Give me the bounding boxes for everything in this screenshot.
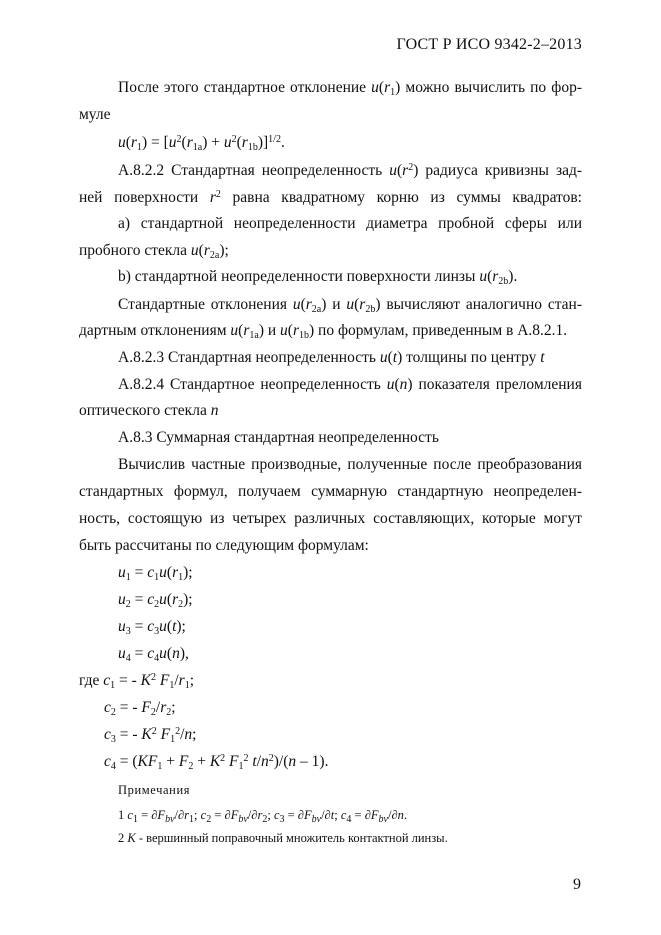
section-a824-text: А.8.2.4 Стандартное неопределенность	[118, 376, 381, 393]
formula-u2: $u_2 = c_2u(r_2)$;	[118, 591, 193, 610]
intro-text-tail: можно вычислить по фор-	[405, 79, 582, 96]
section-a824-line-2: оптического стекла n	[79, 402, 219, 419]
combined-line-1: Вычислив частные производные, полученные после преобразования	[118, 456, 582, 473]
std-dev-text-c: вычисляют аналогично стан-	[386, 296, 583, 313]
formula-c3: $c_3$ = - $K^2$ $F_1^2/n$;	[104, 726, 197, 745]
formula-u1: $u_1 = c_1u(r_1)$;	[118, 564, 193, 583]
note-1: 1 $c_1 = \partial F_{bv}/\partial r_1$; $c_2 = \partial F_{bv}/\partial r_2$; $c_3 = \partial F_{bv}/\partial t$; $c_4 = \partial F_{bv}/\partial n$.	[118, 808, 407, 825]
formula-u3: $u_3 = c_3u(t)$;	[118, 618, 186, 637]
std-dev-text-f: по формулам, приведенным в А.8.2.1.	[318, 322, 568, 339]
item-a-text: пробного стекла	[79, 242, 188, 259]
combined-line-4: быть рассчитаны по следующим формулам:	[79, 537, 369, 554]
section-a83-title: А.8.3 Суммарная стандартная неопределенность	[118, 429, 439, 446]
std-dev-text-a: Стандартные отклонения	[118, 296, 287, 313]
section-a824-text-2: оптического стекла	[79, 402, 207, 419]
document-header: ГОСТ Р ИСО 9342-2–2013	[396, 36, 582, 53]
item-b-line: b) стандартной неопределенности поверхности линзы $u(r_{2b})$.	[118, 268, 518, 287]
page-number: 9	[573, 876, 581, 893]
intro-line-1: После этого стандартное отклонение $u(r_1)$ можно вычислить по фор-	[118, 79, 582, 98]
intro-line-2: муле	[79, 106, 111, 123]
section-a823: А.8.2.3 Стандартная неопределенность u(t) толщины по центру t	[118, 349, 545, 366]
item-a-line-2: пробного стекла $u(r_{2a})$;	[79, 242, 229, 261]
combined-line-3: ность, состоящую из четырех различных составляющих, которые могут	[79, 510, 582, 527]
item-b-text: b) стандартной неопределенности поверхности линзы	[118, 268, 476, 285]
std-dev-line-2: дартным отклонениям $u(r_{1a})$ и $u(r_{1b})$ по формулам, приведенным в А.8.2.1.	[79, 322, 568, 341]
formula-u4: $u_4 = c_4u(n)$,	[118, 645, 189, 664]
formula-c2: $c_2$ = - $F_2/r_2$;	[104, 699, 176, 718]
section-a823-text: А.8.2.3 Стандартная неопределенность	[118, 349, 376, 366]
section-a824-tail: показателя преломления	[418, 376, 582, 393]
item-a-line-1: а) стандартной неопределенности диаметра пробной сферы или	[118, 215, 582, 232]
std-dev-text-b: и	[332, 296, 341, 313]
std-dev-text-d: дартным отклонениям	[79, 322, 227, 339]
formula-c4: $c_4 = (KF_1 + F_2 + K^2$ $F_1^2$ $t/n^2)/(n - 1)$.	[104, 753, 329, 772]
note-2-number: 2	[118, 831, 125, 845]
intro-text: После этого стандартное отклонение	[118, 79, 367, 96]
section-a822-text-tail: радиуса кривизны зад-	[425, 162, 583, 179]
section-a824-line-1: А.8.2.4 Стандартное неопределенность u(n) показателя преломления	[118, 376, 582, 393]
note-2: 2 K - вершинный поправочный множитель контактной линзы.	[118, 831, 448, 845]
section-a823-tail: толщины по центру	[406, 349, 537, 366]
std-dev-line-1: Стандартные отклонения $u(r_{2a})$ и $u(r_{2b})$ вычисляют аналогично стан-	[118, 296, 583, 315]
notes-title: Примечания	[118, 783, 191, 797]
section-a822-line-2: ней поверхности $r^2$ равна квадратному корню из суммы квадратов:	[79, 189, 582, 206]
section-a822-text-2: ней поверхности	[79, 189, 199, 206]
equation-u-r1: $u(r_1) = [u^2(r_{1a}) + u^2(r_{1b})]^{1/2}$.	[118, 134, 285, 153]
std-dev-text-e: и	[267, 322, 277, 339]
section-a822-text-3: равна квадратному корню из суммы квадратов:	[232, 189, 582, 206]
formula-c1: где $c_1$ = - $K^2$ $F_1/r_1$;	[79, 672, 195, 691]
note-1-number: 1	[118, 808, 125, 822]
combined-line-2: стандартных формул, получаем суммарную стандартную неопределен-	[79, 483, 582, 500]
section-a822-text: А.8.2.2 Стандартная неопределенность	[118, 162, 383, 179]
section-a822-line-1: А.8.2.2 Стандартная неопределенность $u(r^2)$ радиуса кривизны зад-	[118, 162, 583, 179]
note-2-text: - вершинный поправочный множитель контактной линзы.	[138, 831, 448, 845]
where-label: где	[79, 672, 100, 689]
